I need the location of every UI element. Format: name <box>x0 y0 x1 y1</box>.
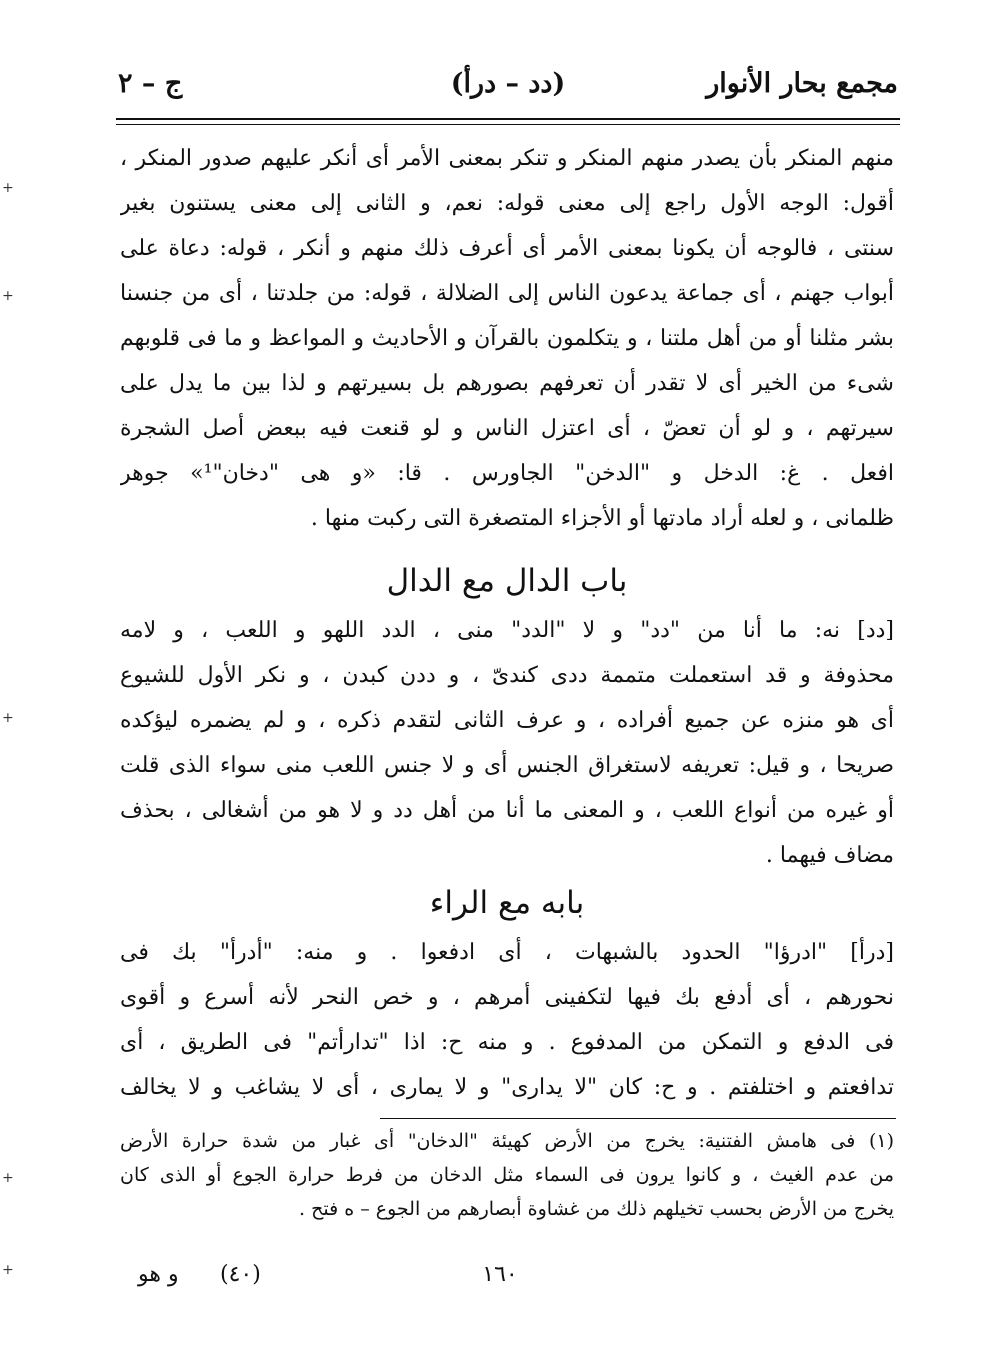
text-line: نحورهم ، أى أدفع بك فيها لتكفينى أمرهم ، و خص النحر لأنه أسرع و أقوى <box>120 985 894 1010</box>
section-heading-ra: بابه مع الراء <box>429 885 585 921</box>
text-line: شىء من الخير أى لا تقدر أن تعرفهم بصورهم بل بسيرتهم و لذا بين ما يدل على <box>120 371 894 396</box>
text-line: محذوفة و قد استعملت متممة ددى كندىّ ، و ددن كبدن ، و نكر الأول للشيوع <box>120 663 894 688</box>
text-line: افعل . غ: الدخل و "الدخن" الجاورس . قا: «و هى "دخان"¹» جوهر <box>120 461 894 486</box>
catchword: و هو <box>138 1262 179 1287</box>
margin-mark-icon: + <box>2 288 14 304</box>
text-line: مضاف فيهما . <box>765 843 894 868</box>
text-line: صريحا ، و قيل: تعريفه لاستغراق الجنس أى و لا جنس اللعب منى سواء الذى قلت <box>120 753 894 778</box>
book-title: مجمع بحار الأنوار <box>706 68 898 99</box>
text-line: منهم المنكر بأن يصدر منهم المنكر و تنكر بمعنى الأمر أى أنكر عليهم صدور المنكر ، <box>120 146 894 171</box>
margin-mark-icon: + <box>2 710 14 726</box>
paragraph-continuation <box>120 136 894 541</box>
running-head <box>118 62 898 106</box>
text-line: تدافعتم و اختلفتم . و ح: كان "لا يدارى" و لا يمارى ، أى لا يشاغب و لا يخالف <box>120 1075 894 1100</box>
entry-dara <box>120 930 894 1110</box>
section-heading-dal: باب الدال مع الدال <box>386 563 628 599</box>
page-number: ١٦٠ <box>482 1262 518 1287</box>
text-line: سنتى ، فالوجه أن يكونا بمعنى الأمر أى أعرف ذلك منهم و أنكر ، قوله: دعاة على <box>120 236 894 261</box>
text-line: ظلمانى ، و لعله أراد مادتها أو الأجزاء المتصغرة التى ركبت منها . <box>310 506 894 531</box>
entry-range: (دد – درأ) <box>450 68 566 99</box>
text-line: فى الدفع و التمكن من المدفوع . و منه ح: اذا "تدارأتم" فى الطريق ، أى <box>120 1030 894 1055</box>
text-line: [درأ] "ادرؤا" الحدود بالشبهات ، أى ادفعوا . و منه: "أدرأ" بك فى <box>120 940 894 965</box>
footnote-rule <box>380 1118 896 1119</box>
footnote-line: من عدم الغيث ، و كانوا يرون فى السماء مثل الدخان من فرط حرارة الجوع أو الذى كان <box>120 1164 894 1186</box>
margin-mark-icon: + <box>2 1170 14 1186</box>
text-line: أى هو منزه عن جميع أفراده ، و عرف الثانى لتقدم ذكره ، و لم يضمره ليؤكده <box>120 708 894 733</box>
volume-number: ج – ٢ <box>118 68 183 99</box>
footnote-line: يخرج من الأرض بحسب تخيلهم ذلك من غشاوة أبصارهم من الجوع – ه فتح . <box>299 1198 894 1220</box>
text-line: أبواب جهنم ، أى جماعة يدعون الناس إلى الضلالة ، قوله: من جلدتنا ، أى من جنسنا <box>120 281 894 306</box>
footnote <box>120 1124 894 1226</box>
text-line: [دد] نه: ما أنا من "دد" و لا "الدد" منى ، الدد اللهو و اللعب ، و لامه <box>120 618 894 643</box>
header-rule-thin <box>116 124 900 125</box>
footnote-line: (١) فى هامش الفتنية: يخرج من الأرض كهيئة "الدخان" أى غبار من شدة حرارة الأرض <box>120 1130 894 1152</box>
margin-mark-icon: + <box>2 1262 14 1278</box>
entry-dad <box>120 608 894 878</box>
signature-mark: (٤٠) <box>220 1262 261 1287</box>
margin-mark-icon: + <box>2 180 14 196</box>
header-rule-thick <box>116 118 900 120</box>
text-line: أقول: الوجه الأول راجع إلى معنى قوله: نعم، و الثانى إلى معنى يستنون بغير <box>120 191 894 216</box>
text-line: بشر مثلنا أو من أهل ملتنا ، و يتكلمون بالقرآن و الأحاديث و المواعظ و ما فى قلوبهم <box>120 326 894 351</box>
text-line: أو غيره من أنواع اللعب ، و المعنى ما أنا من أهل دد و لا هو من أشغالى ، بحذف <box>120 798 894 823</box>
text-line: سيرتهم ، و لو أن تعضّ ، أى اعتزل الناس و لو قنعت فيه ببعض أصل الشجرة <box>120 416 894 441</box>
